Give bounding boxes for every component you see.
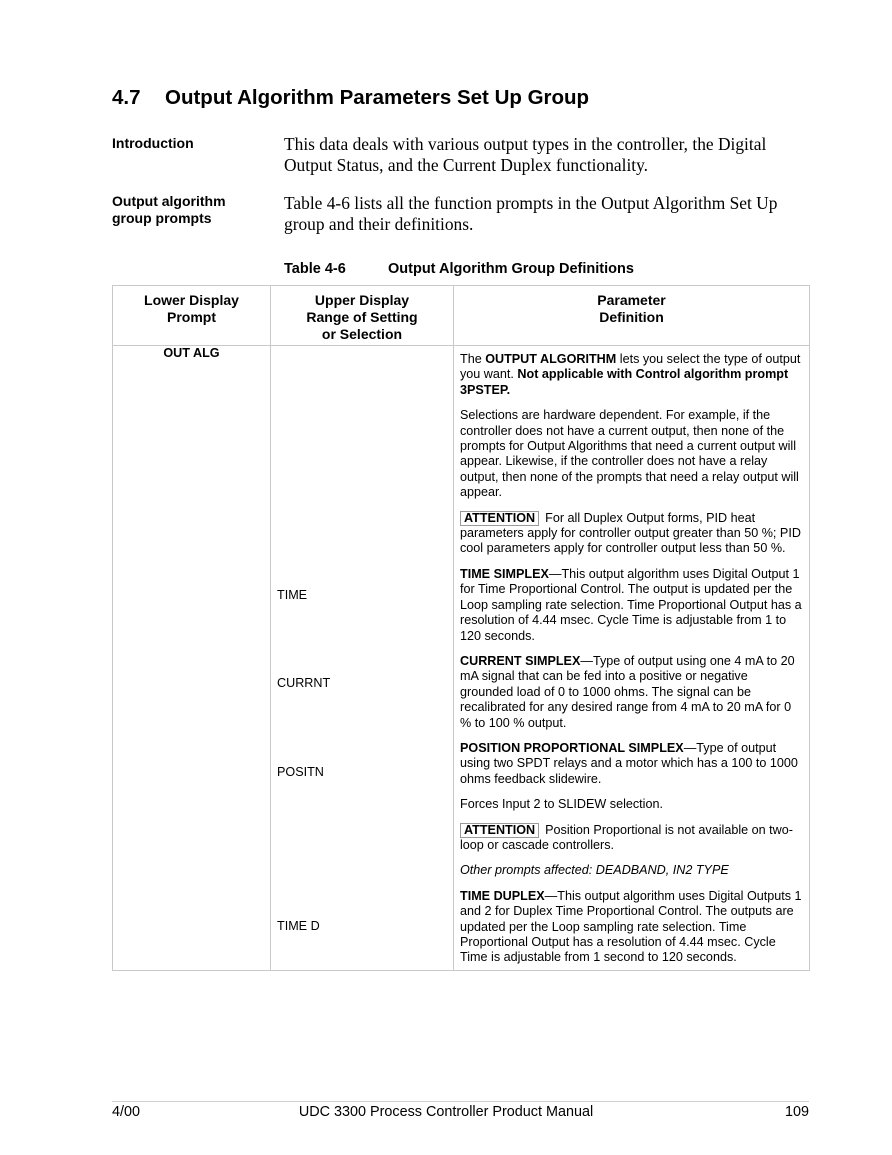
selection-positn: POSITN [277, 764, 324, 779]
header-text: Upper Display [314, 292, 410, 308]
attention-text: For all Duplex Output forms, PID heat parameters apply for controller output greater than 50 %; PID cool parameters apply for controller output less than 50 %. [460, 510, 801, 556]
definition-paragraph [460, 567, 803, 644]
definition-out-alg [454, 346, 809, 557]
header-text: Range of Setting [306, 309, 418, 325]
text-run: lets you select the type of output you want. [460, 352, 801, 382]
text-run: The [460, 352, 486, 366]
definition-paragraph [460, 741, 803, 787]
text-run: —Type of output using two SPDT relays and a motor which has a 100 to 1000 ohms feedback slidewire. [460, 740, 798, 786]
lower-prompt-cell [113, 346, 271, 971]
header-text: or Selection [321, 326, 403, 342]
text-run: —Type of output using one 4 mA to 20 mA signal that can be fed into a positive or negative grounded load of 0 to 1000 ohms. The signal can be recalibrated for any desired range from 4 mA to 20 mA for 0 % to 100 % output. [460, 653, 795, 730]
footer-divider [112, 1101, 809, 1102]
intro-text: This data deals with various output types in the controller, the Digital Output Status, and the Current Duplex functionality. [284, 134, 767, 175]
text-run-bold: OUTPUT ALGORITHM [485, 352, 617, 366]
section-title-text: Output Algorithm Parameters Set Up Group [165, 86, 590, 109]
attention-text: Position Proportional is not available on two-loop or cascade controllers. [460, 822, 793, 852]
definition-paragraph [460, 889, 803, 966]
text-run-bold: CURRENT SIMPLEX [460, 653, 581, 668]
definitions-table [112, 285, 810, 971]
header-text: Prompt [167, 309, 216, 325]
intro-label: Introduction [112, 135, 194, 151]
text-run-bold: TIME DUPLEX [460, 888, 545, 903]
selection-time-d: TIME D [277, 919, 320, 934]
table-caption-title: Output Algorithm Group Definitions [388, 261, 634, 277]
header-text: Parameter [597, 292, 666, 308]
definition-time-duplex [454, 879, 809, 970]
upper-selection-cell [271, 346, 454, 971]
header-text: Lower Display [144, 292, 239, 308]
selection-currnt: CURRNT [277, 676, 331, 691]
attention-badge: ATTENTION [460, 823, 539, 838]
header-parameter-definition [454, 286, 810, 346]
attention-badge: ATTENTION [460, 511, 539, 526]
attention-note [460, 511, 803, 557]
text-run: —This output algorithm uses Digital Output 1 for Time Proportional Control. The output is updated per the Loop sampling rate selection. Time Proportional Output has a resolution of 4.44 msec. Cycle Time is adjustable from 1 to 120 seconds. [460, 566, 802, 643]
definition-paragraph: Selections are hardware dependent. For example, if the controller does not have a current output, then none of the prompts for Output Algorithms that need a current output will appear. Likewise, if the controller does not have a relay output, then none of the prompts that need a relay output will appear. [460, 408, 799, 500]
table-header-row [113, 286, 810, 346]
text-run: —This output algorithm uses Digital Outputs 1 and 2 for Duplex Time Proportional Control. The outputs are updated per the Loop sampling rate selection. Time Proportional Output has a resolution of 4.44 msec. Cycle Time is adjustable from 1 second to 120 seconds. [460, 888, 802, 965]
section-title [112, 86, 589, 110]
definition-paragraph: Forces Input 2 to SLIDEW selection. [460, 797, 663, 812]
table-caption [284, 261, 634, 277]
footer-date: 4/00 [112, 1104, 141, 1120]
header-text: Definition [599, 309, 664, 325]
footer-manual-title: UDC 3300 Process Controller Product Manual [298, 1104, 594, 1120]
header-lower-display [113, 286, 271, 346]
definition-current-simplex [454, 644, 809, 731]
affected-prompts: Other prompts affected: DEADBAND, IN2 TYPE [460, 863, 729, 878]
selection-time: TIME [277, 588, 308, 602]
footer-page-number: 109 [784, 1104, 809, 1120]
table-row [113, 346, 810, 971]
table-caption-number: Table 4-6 [284, 261, 346, 277]
text-run-bold: TIME SIMPLEX [460, 566, 549, 581]
definition-time-simplex [454, 557, 809, 644]
definition-paragraph [460, 654, 803, 731]
definition-cell [454, 346, 810, 971]
prompts-label: Output algorithm group prompts [112, 193, 226, 226]
text-run-bold: POSITION PROPORTIONAL SIMPLEX [460, 740, 684, 755]
lower-prompt: OUT ALG [163, 346, 220, 360]
definition-paragraph [460, 352, 803, 398]
attention-note [460, 823, 803, 854]
prompts-text: Table 4-6 lists all the function prompts in the Output Algorithm Set Up group and their definitions. [284, 193, 778, 234]
text-run-bold: Not applicable with Control algorithm prompt 3PSTEP. [460, 367, 789, 397]
header-upper-display [271, 286, 454, 346]
definition-position-proportional [454, 731, 809, 879]
section-number: 4.7 [112, 86, 141, 109]
